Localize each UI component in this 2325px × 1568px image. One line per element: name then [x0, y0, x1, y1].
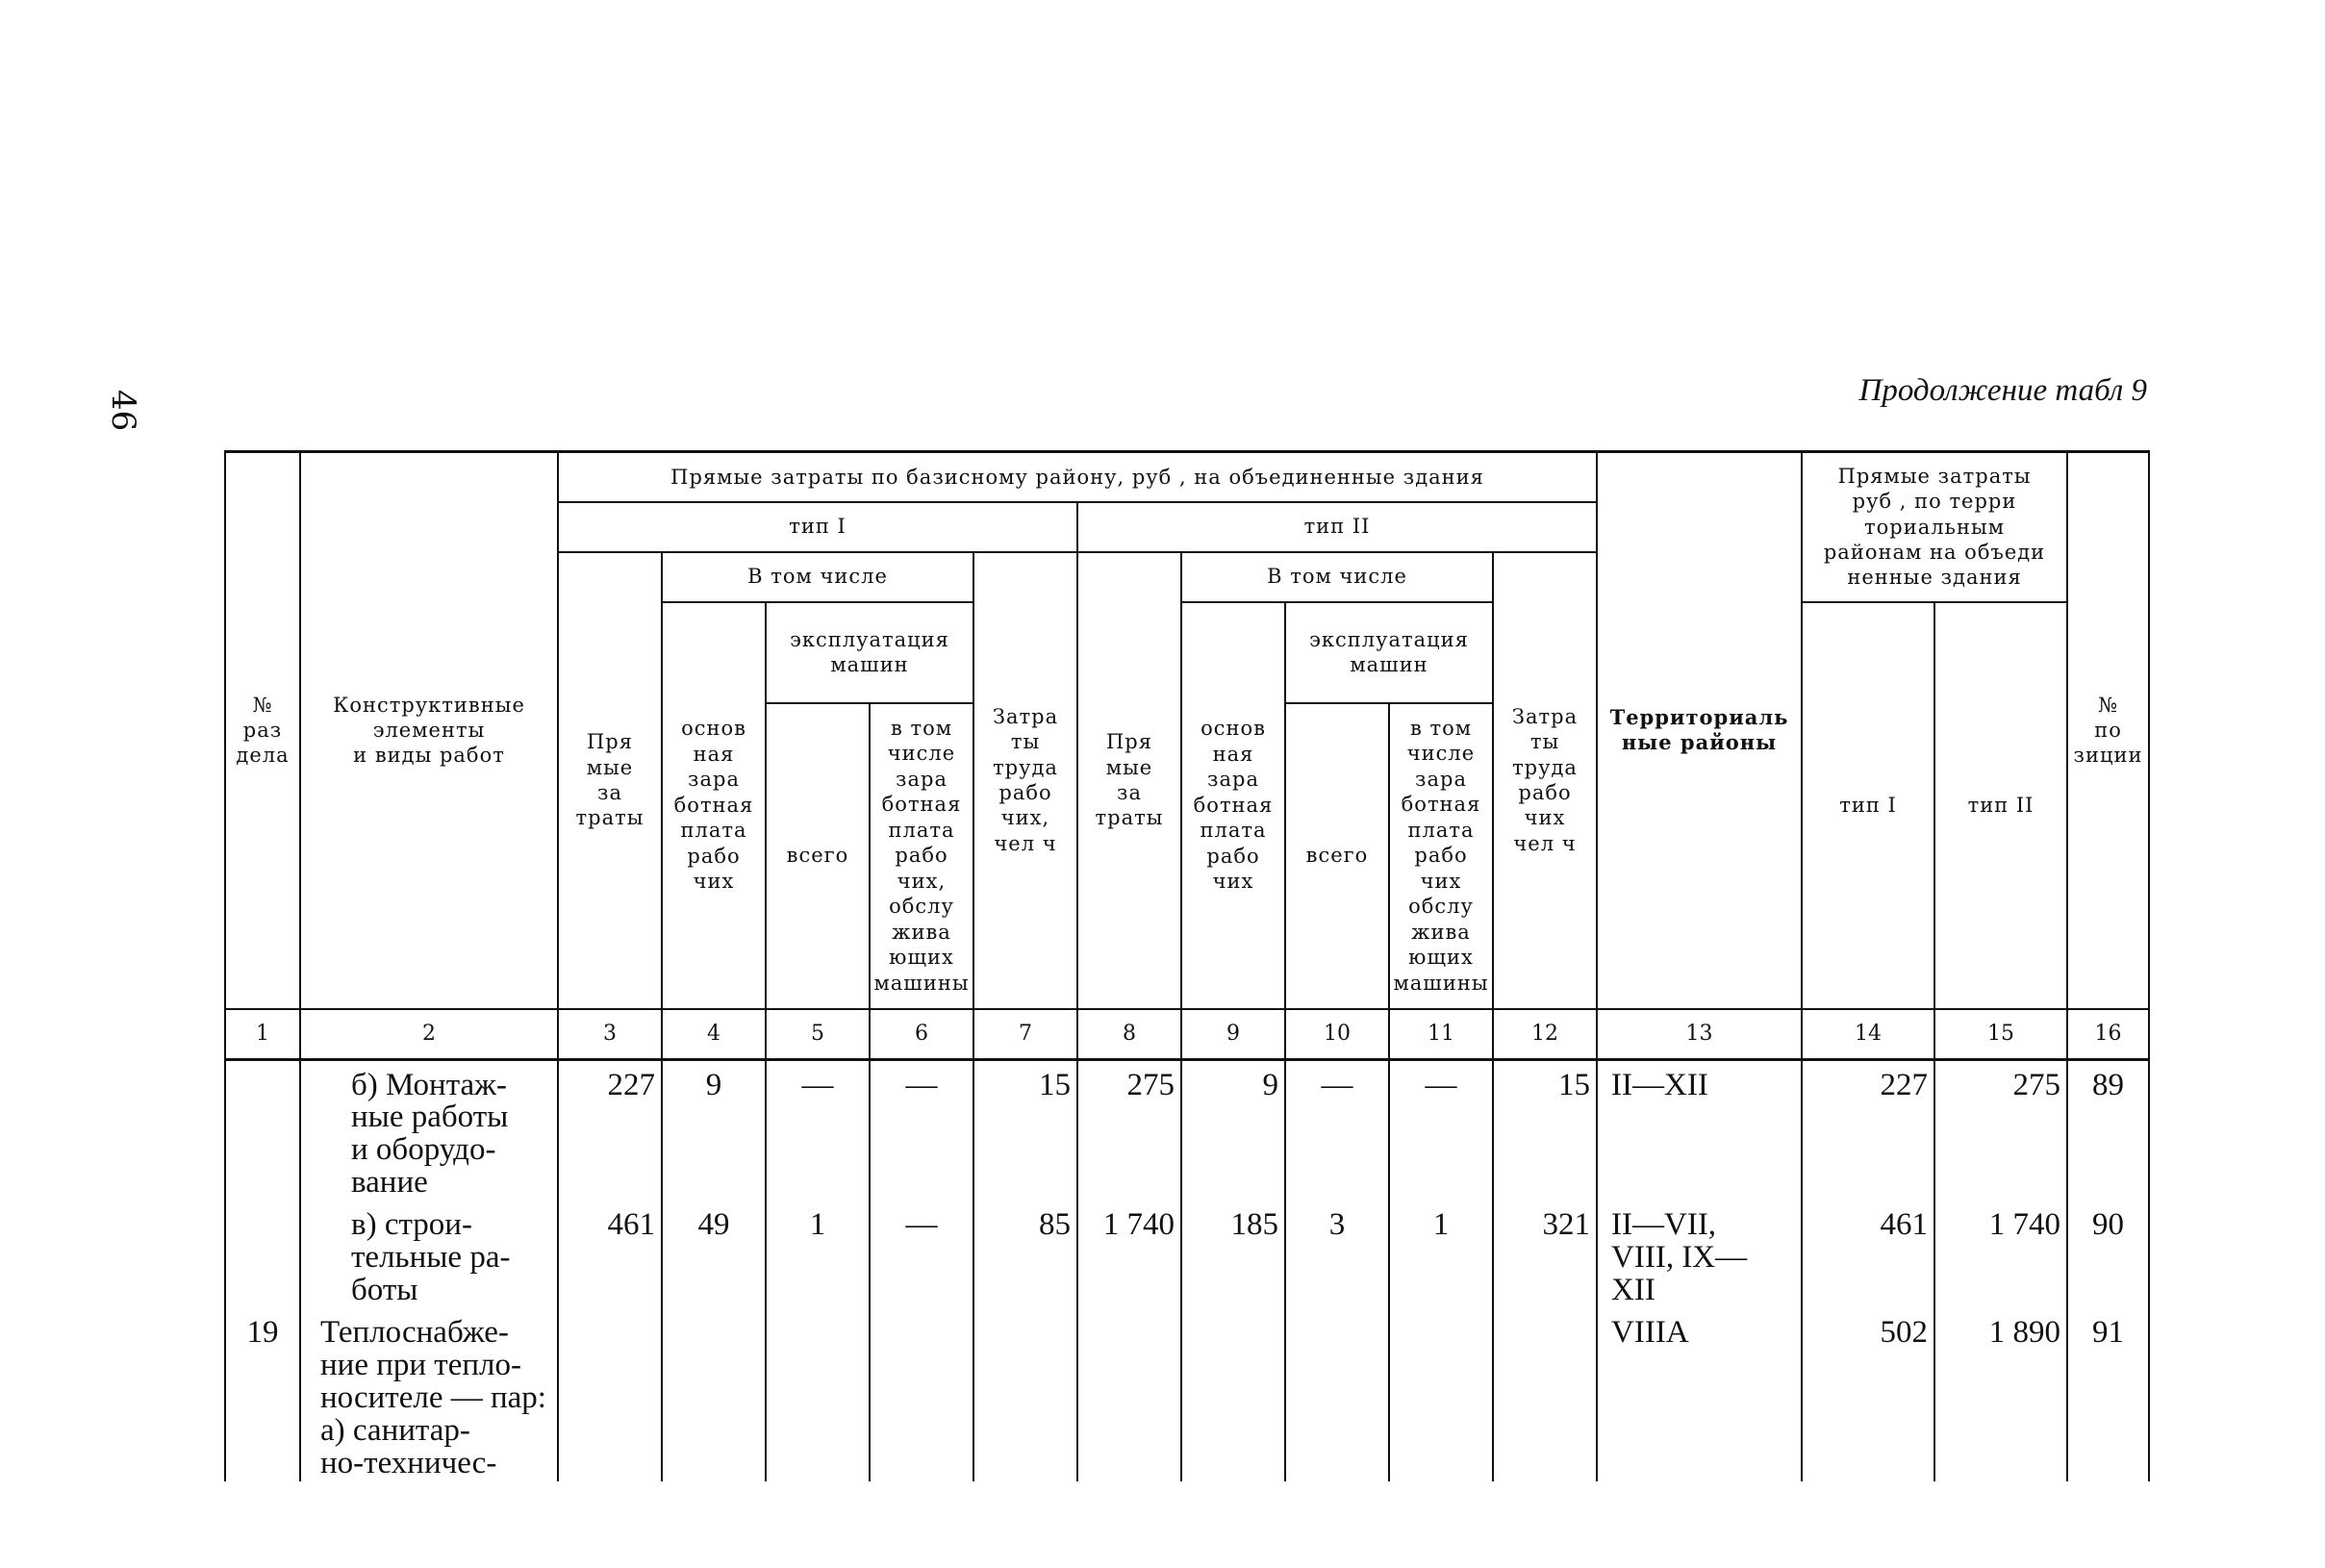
- header-t1-total: всего: [766, 703, 870, 1009]
- column-number: 10: [1285, 1009, 1389, 1060]
- cell-t2-direct-costs: 275: [1077, 1059, 1181, 1201]
- cell-t2-direct-costs: [1077, 1308, 1181, 1481]
- header-type1: тип I: [558, 502, 1077, 552]
- column-number: 8: [1077, 1009, 1181, 1060]
- cell-territorial-type2: 1 890: [1934, 1308, 2067, 1481]
- table-caption: Продолжение табл 9: [1858, 373, 2147, 408]
- cell-t1-direct-costs: [558, 1308, 662, 1481]
- cell-description: в) строи- тельные ра- боты: [300, 1201, 558, 1308]
- header-t2-machine-op: эксплуатация машин: [1285, 602, 1493, 703]
- cell-territorial-type1: 227: [1802, 1059, 1934, 1201]
- cell-section: 19: [225, 1308, 300, 1481]
- cell-position: 91: [2067, 1308, 2149, 1481]
- cell-t2-base-wage: 9: [1181, 1059, 1285, 1201]
- column-number: 6: [870, 1009, 973, 1060]
- column-number: 14: [1802, 1009, 1934, 1060]
- cost-table: [224, 450, 2150, 1481]
- column-numbers-row: [225, 1009, 2149, 1060]
- cell-t1-machine-total: —: [766, 1059, 870, 1201]
- table-row: [225, 1059, 2149, 1201]
- cell-t2-labor: 15: [1493, 1059, 1597, 1201]
- cell-territorial-type2: 1 740: [1934, 1201, 2067, 1308]
- column-number: 5: [766, 1009, 870, 1060]
- column-number: 7: [973, 1009, 1077, 1060]
- cell-territorial-type1: 461: [1802, 1201, 1934, 1308]
- header-col-type2: тип II: [1934, 602, 2067, 1009]
- header-t2-direct-costs: Пря мые за траты: [1077, 552, 1181, 1009]
- column-number: 1: [225, 1009, 300, 1060]
- header-t2-total: всего: [1285, 703, 1389, 1009]
- cell-regions: II—VII, VIII, IX— XII: [1597, 1201, 1802, 1308]
- cell-t1-machine-total: 1: [766, 1201, 870, 1308]
- cell-t1-machine-wage: —: [870, 1059, 973, 1201]
- cell-t2-machine-wage: —: [1389, 1059, 1493, 1201]
- header-t2-incl-wage: в том числе зара ботная плата рабо чих обслу жива ющих машины: [1389, 703, 1493, 1009]
- cell-t1-direct-costs: 227: [558, 1059, 662, 1201]
- header-t1-incl-wage: в том числе зара ботная плата рабо чих, обслу жива ющих машины: [870, 703, 973, 1009]
- header-base-costs: Прямые затраты по базисному району, руб , на объединенные здания: [558, 452, 1597, 502]
- column-number: 4: [662, 1009, 766, 1060]
- header-col-type1: тип I: [1802, 602, 1934, 1009]
- header-t1-machine-op: эксплуатация машин: [766, 602, 973, 703]
- header-type2: тип II: [1077, 502, 1597, 552]
- cell-t1-direct-costs: 461: [558, 1201, 662, 1308]
- cell-t2-direct-costs: 1 740: [1077, 1201, 1181, 1308]
- cell-t1-base-wage: 9: [662, 1059, 766, 1201]
- cell-t2-labor: [1493, 1308, 1597, 1481]
- cell-description: б) Монтаж- ные работы и оборудо- вание: [300, 1059, 558, 1201]
- column-number: 2: [300, 1009, 558, 1060]
- column-number: 16: [2067, 1009, 2149, 1060]
- cell-t2-labor: 321: [1493, 1201, 1597, 1308]
- header-t1-in-number: В том числе: [662, 552, 973, 602]
- cell-t1-machine-total: [766, 1308, 870, 1481]
- page-number: 46: [104, 390, 142, 432]
- cell-description: Теплоснабже- ние при тепло- носителе — пар: а) санитар- но-техничес-: [300, 1308, 558, 1481]
- header-territorial-costs: Прямые затраты руб , по терри ториальным районам на объеди ненные здания: [1802, 452, 2067, 602]
- header-t1-base-wage: основ ная зара ботная плата рабо чих: [662, 602, 766, 1009]
- cell-t2-machine-total: [1285, 1308, 1389, 1481]
- header-position-no: № по зиции: [2067, 452, 2149, 1009]
- header-t2-base-wage: основ ная зара ботная плата рабо чих: [1181, 602, 1285, 1009]
- column-number: 9: [1181, 1009, 1285, 1060]
- header-t1-labor: Затра ты труда рабо чих, чел ч: [973, 552, 1077, 1009]
- table-row: [225, 1308, 2149, 1481]
- cell-t1-machine-wage: —: [870, 1201, 973, 1308]
- cell-territorial-type1: 502: [1802, 1308, 1934, 1481]
- header-t2-in-number: В том числе: [1181, 552, 1493, 602]
- cell-t1-machine-wage: [870, 1308, 973, 1481]
- column-number: 12: [1493, 1009, 1597, 1060]
- header-t1-direct-costs: Пря мые за траты: [558, 552, 662, 1009]
- cell-territorial-type2: 275: [1934, 1059, 2067, 1201]
- cell-regions: VIIIA: [1597, 1308, 1802, 1481]
- cell-t2-base-wage: [1181, 1308, 1285, 1481]
- cell-t1-base-wage: [662, 1308, 766, 1481]
- header-elements: Конструктивные элементы и виды работ: [300, 452, 558, 1009]
- cell-t2-machine-wage: 1: [1389, 1201, 1493, 1308]
- column-number: 11: [1389, 1009, 1493, 1060]
- header-territorial-regions: Территориаль ные районы: [1597, 452, 1802, 1009]
- cell-t2-base-wage: 185: [1181, 1201, 1285, 1308]
- column-number: 3: [558, 1009, 662, 1060]
- header-section-no: № раз дела: [225, 452, 300, 1009]
- column-number: 15: [1934, 1009, 2067, 1060]
- cell-t1-labor: 85: [973, 1201, 1077, 1308]
- header-t2-labor: Затра ты труда рабо чих чел ч: [1493, 552, 1597, 1009]
- cell-regions: II—XII: [1597, 1059, 1802, 1201]
- cell-t2-machine-total: —: [1285, 1059, 1389, 1201]
- cell-t2-machine-total: 3: [1285, 1201, 1389, 1308]
- cell-section: [225, 1059, 300, 1201]
- cell-section: [225, 1201, 300, 1308]
- cell-t1-base-wage: 49: [662, 1201, 766, 1308]
- column-number: 13: [1597, 1009, 1802, 1060]
- cell-t1-labor: [973, 1308, 1077, 1481]
- cell-t1-labor: 15: [973, 1059, 1077, 1201]
- cell-position: 89: [2067, 1059, 2149, 1201]
- cell-position: 90: [2067, 1201, 2149, 1308]
- table-row: [225, 1201, 2149, 1308]
- cell-t2-machine-wage: [1389, 1308, 1493, 1481]
